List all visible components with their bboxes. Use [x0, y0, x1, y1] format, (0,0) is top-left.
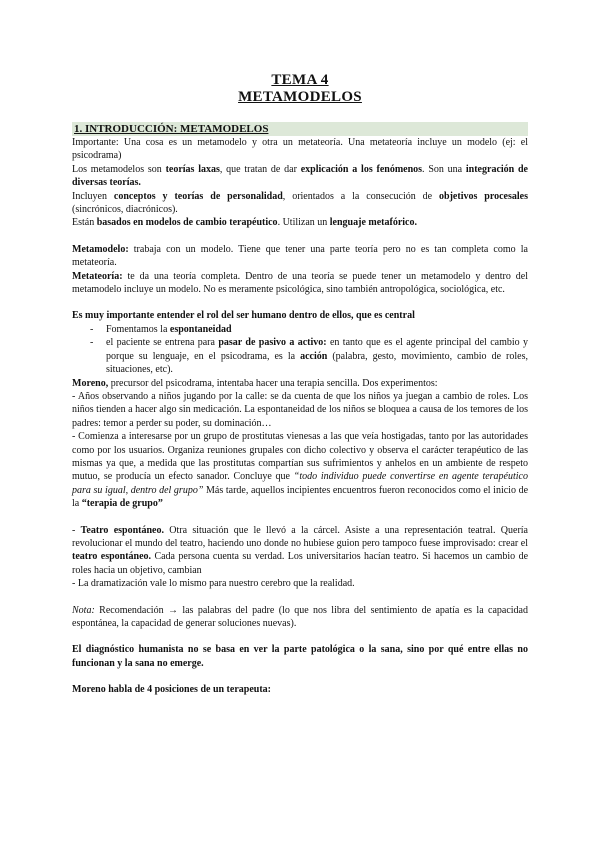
section-heading-introduccion: 1. INTRODUCCIÓN: METAMODELOS [72, 122, 528, 136]
paragraph-experimento-prostitutas: - Comienza a interesarse por un grupo de prostitutas vienesas a las que veía hostigadas, tanto por las autoridades como por los usuarios. Organiza reuniones grupales con dicho colectivo y observa el carácter terapéutico de las mismas ya que, a medida que las prostitutas compartían sus sufrimientos y anhelos en un ambiente de respeto mutuo, se producía un efecto sanador. Concluye que “todo individuo puede convertirse en agente terapéutico para su igual, dentro del grupo” Más tarde, aquellos incipientes encuentros fueron reconocidos como el inicio de la “terapia de grupo” [72, 431, 529, 510]
paragraph-dramatizacion: - La dramatización vale lo mismo para nuestro cerebro que la realidad. [72, 578, 355, 590]
paragraph-metamodelos: Los metamodelos son teorías laxas, que tratan de dar explicación a los fenómenos. Son una integración de diversas teorías. [72, 163, 528, 189]
paragraph-experimento-ninos: - Años observando a niños jugando por la calle: se da cuenta de que los niños ya juegan a cambio de roles. Los niños tienden a hacer algo sin medicación. La espontaneidad de los niños se bloquea a causa de los temores de los padres: temor a perder su poder, su dominación… [72, 390, 528, 429]
document-title [72, 72, 528, 106]
title-line-1: TEMA 4 [271, 72, 329, 88]
paragraph-incluyen: Incluyen conceptos y teorías de personalidad, orientados a la consecución de objetivos procesales (sincrónicos, diacrónicos). [72, 190, 528, 216]
paragraph-def-metamodelo: Metamodelo: trabaja con un modelo. Tiene que tener una parte teoría pero no es tan completa como la metateoría. [72, 243, 528, 269]
paragraph-importante: Importante: Una cosa es un metamodelo y otra un metateoría. Una metateoría incluye un modelo (ej: el psicodrama) [72, 137, 528, 162]
list-item: - Fomentamos la espontaneidad [90, 323, 232, 335]
paragraph-nota: Nota: Recomendación → las palabras del padre (lo que nos libra del sentimiento de apatía es la capacidad espontánea, la capacidad de generar soluciones nuevas). [72, 604, 528, 629]
list-item: - el paciente se entrena para pasar de pasivo a activo: en tanto que es el agente principal del cambio y porque su lenguaje, en el psicodrama, es la acción (palabra, gesto, movimiento, cambio de roles, situaciones, etc). [90, 337, 528, 376]
paragraph-estan-basados: Están basados en modelos de cambio terapéutico. Utilizan un lenguaje metafórico. [72, 217, 417, 229]
title-line-2: METAMODELOS [238, 89, 362, 105]
paragraph-moreno: Moreno, precursor del psicodrama, intentaba hacer una terapia sencilla. Dos experimentos: [72, 377, 438, 389]
bullet-list [72, 323, 528, 377]
document-page [72, 72, 528, 697]
paragraph-def-metateoria: Metateoría: te da una teoría completa. Dentro de una teoría se puede tener un metamodelo y dentro del metamodelo incluye un modelo. No es meramente psicológica, sino también antropológica, sociológica, etc. [72, 270, 528, 296]
paragraph-teatro-espontaneo: - Teatro espontáneo. Otra situación que le llevó a la cárcel. Asiste a una representación teatral. Quería revolucionar el mundo del teatro, haciendo uno donde no hubiese guion pero tampoco fuese improvisado: crear el teatro espontáneo. Cada persona cuenta su verdad. Los universitarios hacían teatro. Si hacemos un cambio de roles hacia un objetivo, cambian [72, 524, 529, 576]
paragraph-rol-ser-humano: Es muy importante entender el rol del ser humano dentro de ellos, que es central [72, 310, 415, 322]
paragraph-diagnostico-humanista: El diagnóstico humanista no se basa en ver la parte patológica o la sana, sino por qué entre ellas no funcionan y la sana no emerge. [72, 644, 528, 669]
paragraph-posiciones-terapeuta: Moreno habla de 4 posiciones de un terapeuta: [72, 684, 271, 696]
